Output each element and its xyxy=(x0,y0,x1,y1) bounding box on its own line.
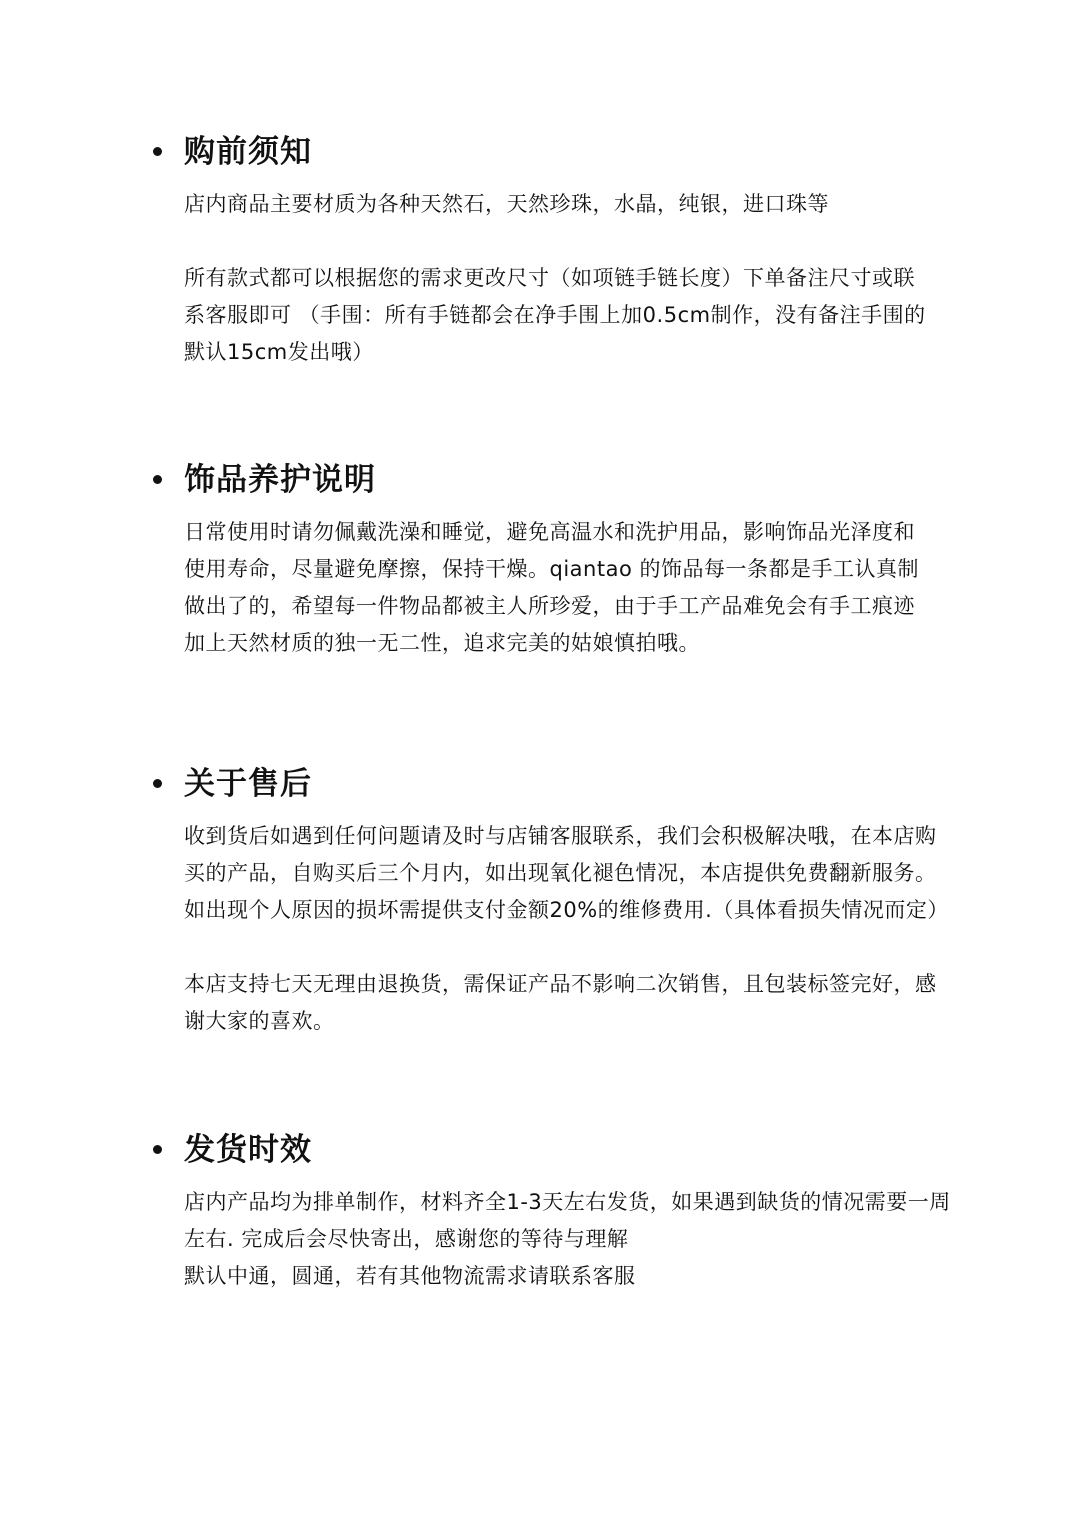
section-shipping-time xyxy=(150,1128,1030,1295)
text-line: 系客服即可 （手围：所有手链都会在净手围上加0.5cm制作，没有备注手围的 xyxy=(184,303,926,327)
text-line: 买的产品，自购买后三个月内，如出现氧化褪色情况，本店提供免费翻新服务。 xyxy=(184,861,937,885)
text-line: 店内商品主要材质为各种天然石，天然珍珠，水晶，纯银，进口珠等 xyxy=(184,192,829,216)
section-title: 购前须知 xyxy=(184,134,312,170)
bullet-icon xyxy=(153,1145,162,1154)
text-line: 谢大家的喜欢。 xyxy=(184,1009,335,1033)
bullet-icon xyxy=(153,779,162,788)
section-title: 发货时效 xyxy=(184,1132,312,1168)
section-heading-row xyxy=(150,130,1030,176)
text-line: 本店支持七天无理由退换货，需保证产品不影响二次销售，且包装标签完好，感 xyxy=(184,972,937,996)
text-line: 收到货后如遇到任何问题请及时与店铺客服联系，我们会积极解决哦，在本店购 xyxy=(184,824,937,848)
section-title: 饰品养护说明 xyxy=(184,462,376,498)
paragraph xyxy=(150,818,1014,929)
text-line: 左右. 完成后会尽快寄出，感谢您的等待与理解 xyxy=(184,1227,629,1251)
text-line: 做出了的，希望每一件物品都被主人所珍爱，由于手工产品难免会有手工痕迹 xyxy=(184,594,915,618)
bullet-icon xyxy=(153,475,162,484)
text-line: 加上天然材质的独一无二性，追求完美的姑娘慎拍哦。 xyxy=(184,631,700,655)
section-heading-row xyxy=(150,458,1030,504)
text-line: 日常使用时请勿佩戴洗澡和睡觉，避免高温水和洗护用品，影响饰品光泽度和 xyxy=(184,520,915,544)
paragraph xyxy=(150,514,1014,662)
text-line: 默认中通，圆通，若有其他物流需求请联系客服 xyxy=(184,1264,636,1288)
section-heading-row xyxy=(150,1128,1030,1174)
text-line: 店内产品均为排单制作，材料齐全1-3天左右发货，如果遇到缺货的情况需要一周 xyxy=(184,1190,951,1214)
text-line: 使用寿命，尽量避免摩擦，保持干燥。qiantao 的饰品每一条都是手工认真制 xyxy=(184,557,919,581)
paragraph xyxy=(150,1184,1014,1295)
section-heading-row xyxy=(150,762,1030,808)
section-purchase-notice xyxy=(150,130,1030,371)
paragraph xyxy=(150,966,1014,1040)
section-jewelry-care xyxy=(150,458,1030,662)
text-line: 默认15cm发出哦） xyxy=(184,340,374,364)
section-title: 关于售后 xyxy=(184,766,312,802)
text-line: 所有款式都可以根据您的需求更改尺寸（如项链手链长度）下单备注尺寸或联 xyxy=(184,266,915,290)
section-after-sales xyxy=(150,762,1030,1040)
text-line: 如出现个人原因的损坏需提供支付金额20%的维修费用.（具体看损失情况而定） xyxy=(184,898,949,922)
bullet-icon xyxy=(153,147,162,156)
paragraph xyxy=(150,186,1014,223)
paragraph xyxy=(150,260,1014,371)
